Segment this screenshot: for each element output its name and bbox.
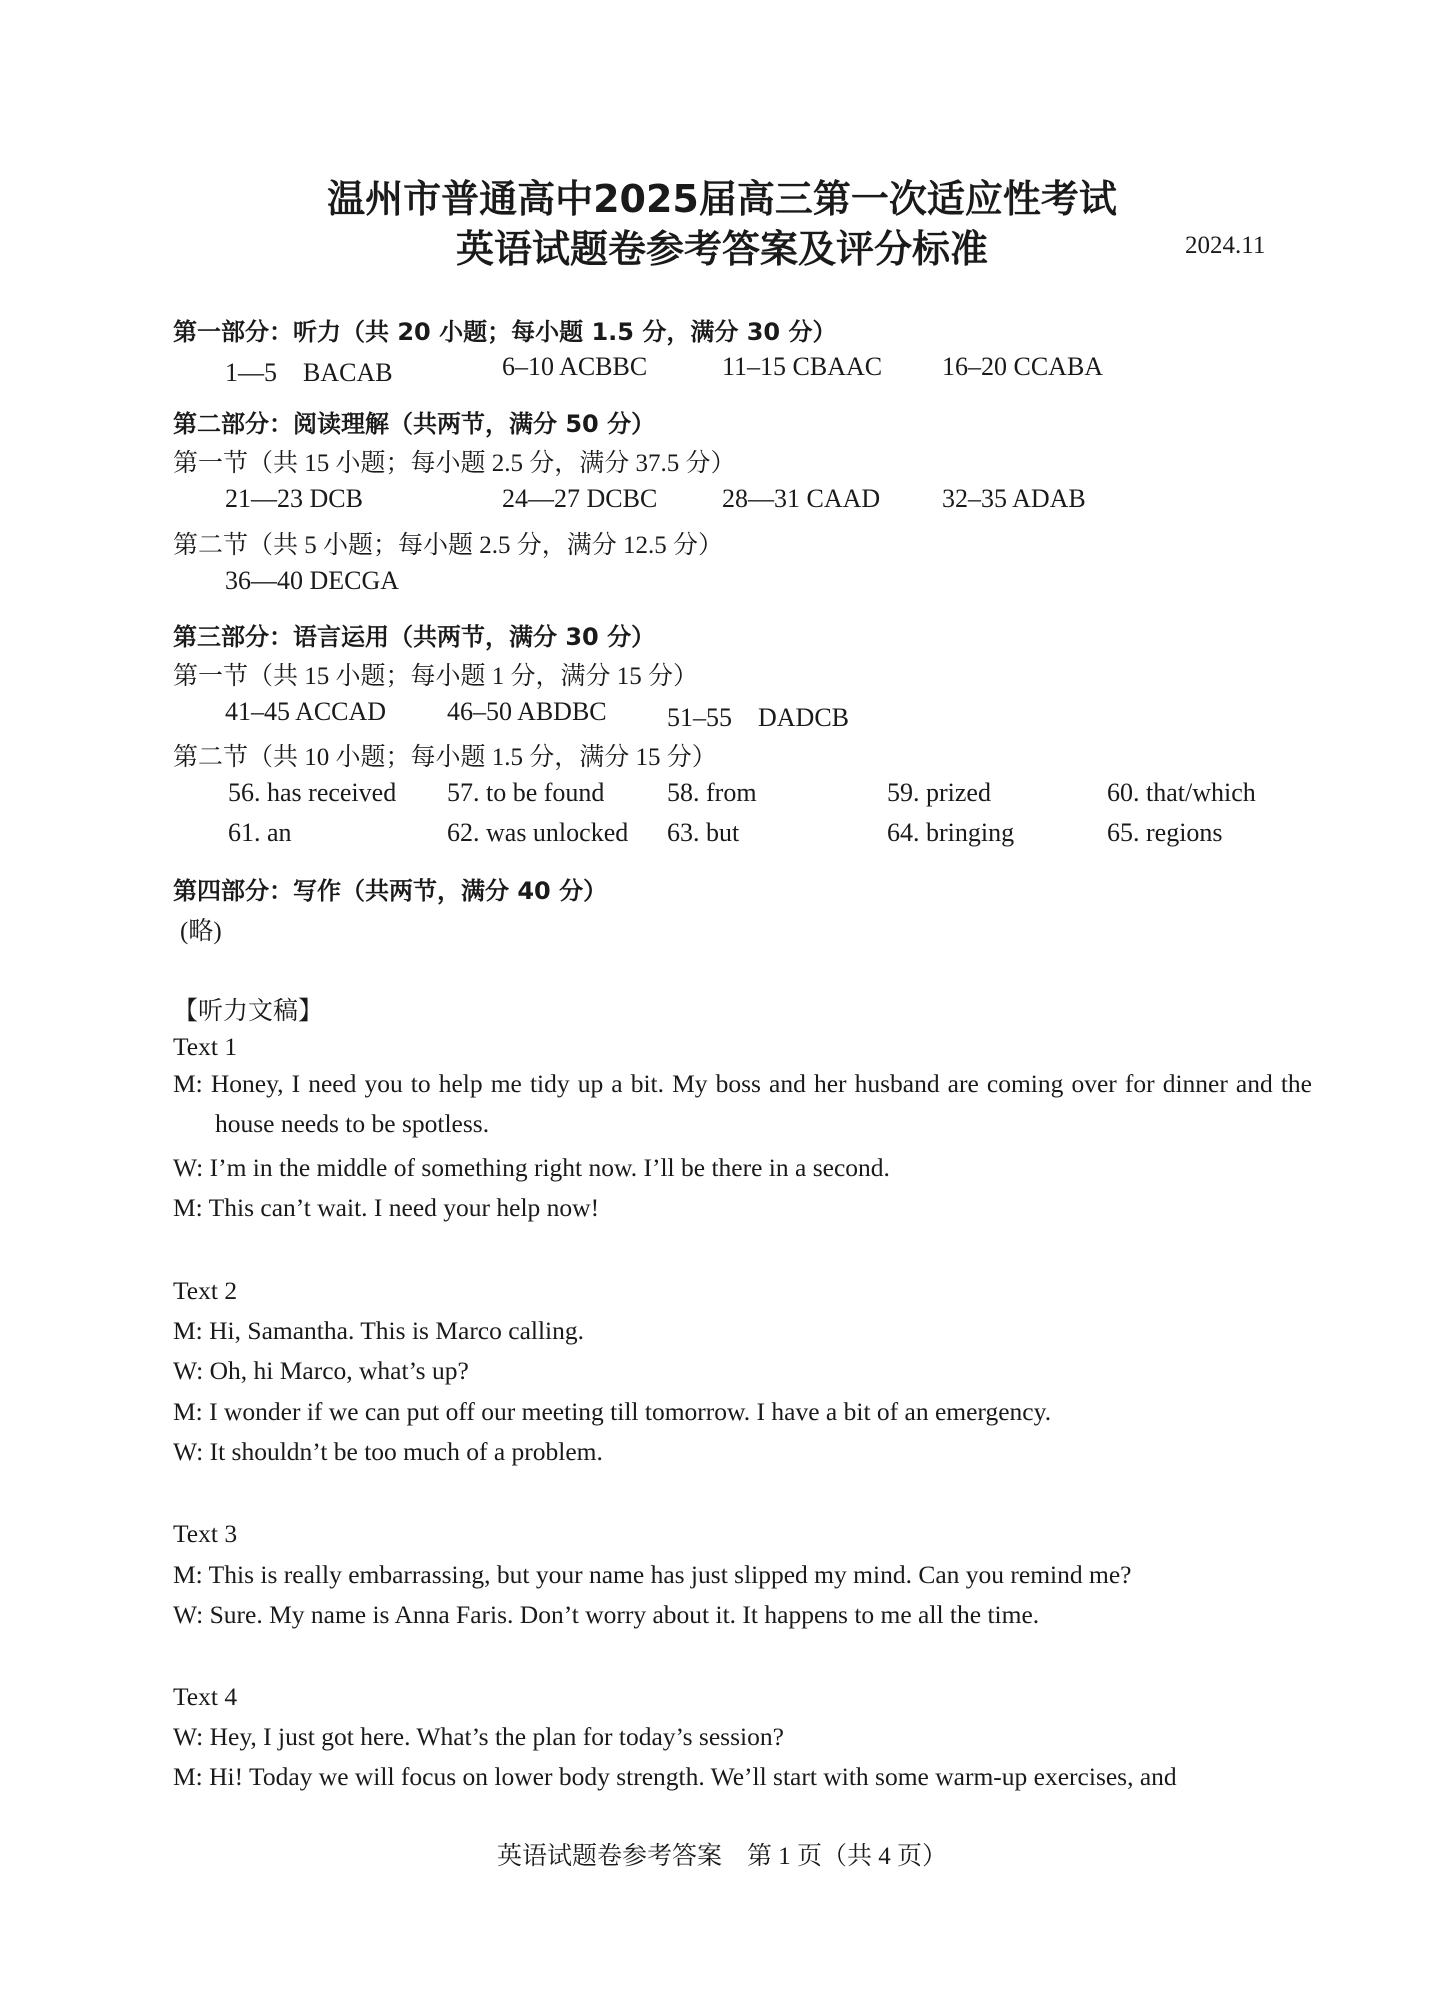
dialogue-line: W: Sure. My name is Anna Faris. Don’t worry about it. It happens to me all the time. <box>173 1600 1040 1629</box>
part3-heading: 第三部分：语言运用（共两节，满分 30 分） <box>173 623 656 651</box>
blank-answer: 58. from <box>667 778 757 807</box>
page-footer: 英语试题卷参考答案 第 1 页（共 4 页） <box>496 1843 947 1870</box>
blank-answer: 61. an <box>228 818 292 847</box>
blank-answer: 60. that/which <box>1107 778 1256 807</box>
dialogue-line: M: Honey, I need you to help me tidy up a bit. My boss and her husband are coming over for dinner and the house needs to be spotless. <box>173 1069 1312 1138</box>
dialogue-line: M: Hi! Today we will focus on lower body strength. We’ll start with some warm-up exercises, and <box>173 1762 1177 1791</box>
dialogue-line: M: This can’t wait. I need your help now! <box>173 1193 600 1222</box>
page-title-line2: 英语试题卷参考答案及评分标准 <box>455 227 988 271</box>
part1-heading: 第一部分：听力（共 20 小题；每小题 1.5 分，满分 30 分） <box>173 318 837 346</box>
answer-group: 16–20 CCABA <box>942 352 1104 381</box>
dialogue-line: W: Oh, hi Marco, what’s up? <box>173 1356 469 1385</box>
dialogue-line: M: I wonder if we can put off our meeting till tomorrow. I have a bit of an emergency. <box>173 1397 1052 1426</box>
answer-group: 41–45 ACCAD <box>225 697 387 726</box>
text-title: Text 1 <box>173 1032 238 1061</box>
blank-answer: 62. was unlocked <box>447 818 629 847</box>
answer-group: 32–35 ADAB <box>942 484 1086 513</box>
answer-group: 24—27 DCBC <box>502 484 658 513</box>
exam-date: 2024.11 <box>1185 232 1266 259</box>
answer-group: 6–10 ACBBC <box>502 352 648 381</box>
text-title: Text 2 <box>173 1276 238 1305</box>
part3-section1-heading: 第一节（共 15 小题；每小题 1 分，满分 15 分） <box>173 663 699 690</box>
text-title: Text 4 <box>173 1682 238 1711</box>
part2-section1-heading: 第一节（共 15 小题；每小题 2.5 分，满分 37.5 分） <box>173 450 736 477</box>
dialogue-line: W: I’m in the middle of something right now. I’ll be there in a second. <box>173 1153 890 1182</box>
answer-group: 1—5 BACAB <box>225 358 393 387</box>
answer-group: 51–55 DADCB <box>667 703 850 732</box>
answer-group: 28—31 CAAD <box>722 484 881 513</box>
part4-heading: 第四部分：写作（共两节，满分 40 分） <box>173 877 608 905</box>
answer-group: 36—40 DECGA <box>225 566 400 595</box>
part4-note: (略) <box>180 918 222 945</box>
transcript-heading: 【听力文稿】 <box>173 998 324 1025</box>
answer-group: 21—23 DCB <box>225 484 363 513</box>
text-title: Text 3 <box>173 1519 238 1548</box>
page-title-line1: 温州市普通高中2025届高三第一次适应性考试 <box>327 177 1117 221</box>
answer-group: 46–50 ABDBC <box>447 697 607 726</box>
blank-answer: 59. prized <box>887 778 991 807</box>
dialogue-line: W: Hey, I just got here. What’s the plan for today’s session? <box>173 1722 784 1751</box>
dialogue-line: W: It shouldn’t be too much of a problem. <box>173 1437 603 1466</box>
part2-section2-heading: 第二节（共 5 小题；每小题 2.5 分，满分 12.5 分） <box>173 532 724 559</box>
dialogue-line: M: Hi, Samantha. This is Marco calling. <box>173 1316 585 1345</box>
part3-section2-heading: 第二节（共 10 小题；每小题 1.5 分，满分 15 分） <box>173 744 717 771</box>
answer-group: 11–15 CBAAC <box>722 352 883 381</box>
dialogue-line: M: This is really embarrassing, but your name has just slipped my mind. Can you remind me? <box>173 1560 1132 1589</box>
blank-answer: 63. but <box>667 818 740 847</box>
part2-heading: 第二部分：阅读理解（共两节，满分 50 分） <box>173 410 656 438</box>
blank-answer: 65. regions <box>1107 818 1223 847</box>
blank-answer: 56. has received <box>228 778 397 807</box>
blank-answer: 57. to be found <box>447 778 605 807</box>
blank-answer: 64. bringing <box>887 818 1015 847</box>
